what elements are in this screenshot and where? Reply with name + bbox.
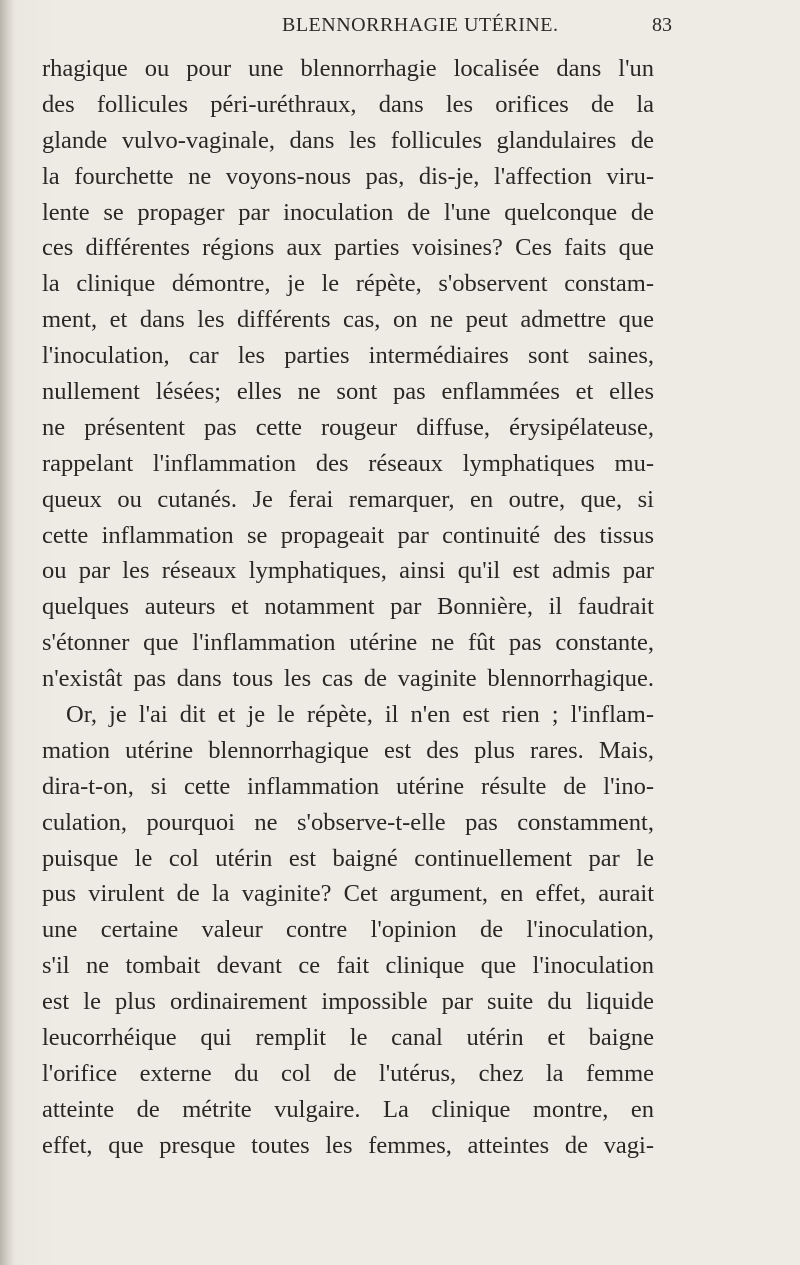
text-line: ces différentes régions aux parties voisines? Ces faits que bbox=[42, 234, 654, 262]
text-line: ne présentent pas cette rougeur diffuse, érysipélateuse, bbox=[42, 413, 654, 441]
body-text bbox=[42, 51, 654, 1164]
running-header bbox=[0, 14, 800, 40]
text-line: leucorrhéique qui remplit le canal utérin et baigne bbox=[42, 1024, 654, 1052]
paragraph-start-line: Or, je l'ai dit et je le répète, il n'en est rien ; l'inflam- bbox=[66, 701, 654, 729]
text-line: une certaine valeur contre l'opinion de l'inoculation, bbox=[42, 916, 654, 944]
text-line: s'il ne tombait devant ce fait clinique que l'inoculation bbox=[42, 952, 654, 980]
text-line: mation utérine blennorrhagique est des plus rares. Mais, bbox=[42, 736, 654, 764]
text-line: puisque le col utérin est baigné continuellement par le bbox=[42, 844, 654, 872]
text-line: la fourchette ne voyons-nous pas, dis-je, l'affection viru- bbox=[42, 162, 654, 190]
text-line: cette inflammation se propageait par continuité des tissus bbox=[42, 521, 654, 549]
text-line: la clinique démontre, je le répète, s'observent constam- bbox=[42, 270, 654, 298]
text-line: culation, pourquoi ne s'observe-t-elle pas constamment, bbox=[42, 808, 654, 836]
running-title: BLENNORRHAGIE UTÉRINE. bbox=[282, 14, 559, 36]
text-line: glande vulvo-vaginale, dans les follicules glandulaires de bbox=[42, 126, 654, 154]
text-line: nullement lésées; elles ne sont pas enflammées et elles bbox=[42, 378, 654, 406]
text-line: effet, que presque toutes les femmes, atteintes de vagi- bbox=[42, 1131, 654, 1159]
spine-shadow bbox=[0, 0, 14, 1265]
text-line: l'orifice externe du col de l'utérus, chez la femme bbox=[42, 1059, 654, 1087]
text-line: n'existât pas dans tous les cas de vaginite blennorrhagique. bbox=[42, 665, 654, 693]
text-line: quelques auteurs et notamment par Bonnière, il faudrait bbox=[42, 593, 654, 621]
text-line: est le plus ordinairement impossible par suite du liquide bbox=[42, 988, 654, 1016]
text-line: atteinte de métrite vulgaire. La clinique montre, en bbox=[42, 1095, 654, 1123]
text-line: queux ou cutanés. Je ferai remarquer, en outre, que, si bbox=[42, 485, 654, 513]
page-number: 83 bbox=[652, 14, 672, 36]
text-line: rappelant l'inflammation des réseaux lymphatiques mu- bbox=[42, 449, 654, 477]
text-line: rhagique ou pour une blennorrhagie localisée dans l'un bbox=[42, 55, 654, 82]
text-line: lente se propager par inoculation de l'une quelconque de bbox=[42, 198, 654, 226]
text-line: pus virulent de la vaginite? Cet argument, en effet, aurait bbox=[42, 880, 654, 908]
text-line: dira-t-on, si cette inflammation utérine résulte de l'ino- bbox=[42, 772, 654, 800]
text-line: s'étonner que l'inflammation utérine ne fût pas constante, bbox=[42, 629, 654, 657]
text-line: ou par les réseaux lymphatiques, ainsi qu'il est admis par bbox=[42, 557, 654, 585]
text-line: ment, et dans les différents cas, on ne peut admettre que bbox=[42, 306, 654, 334]
text-line: des follicules péri-uréthraux, dans les orifices de la bbox=[42, 90, 654, 118]
text-line: l'inoculation, car les parties intermédiaires sont saines, bbox=[42, 342, 654, 370]
